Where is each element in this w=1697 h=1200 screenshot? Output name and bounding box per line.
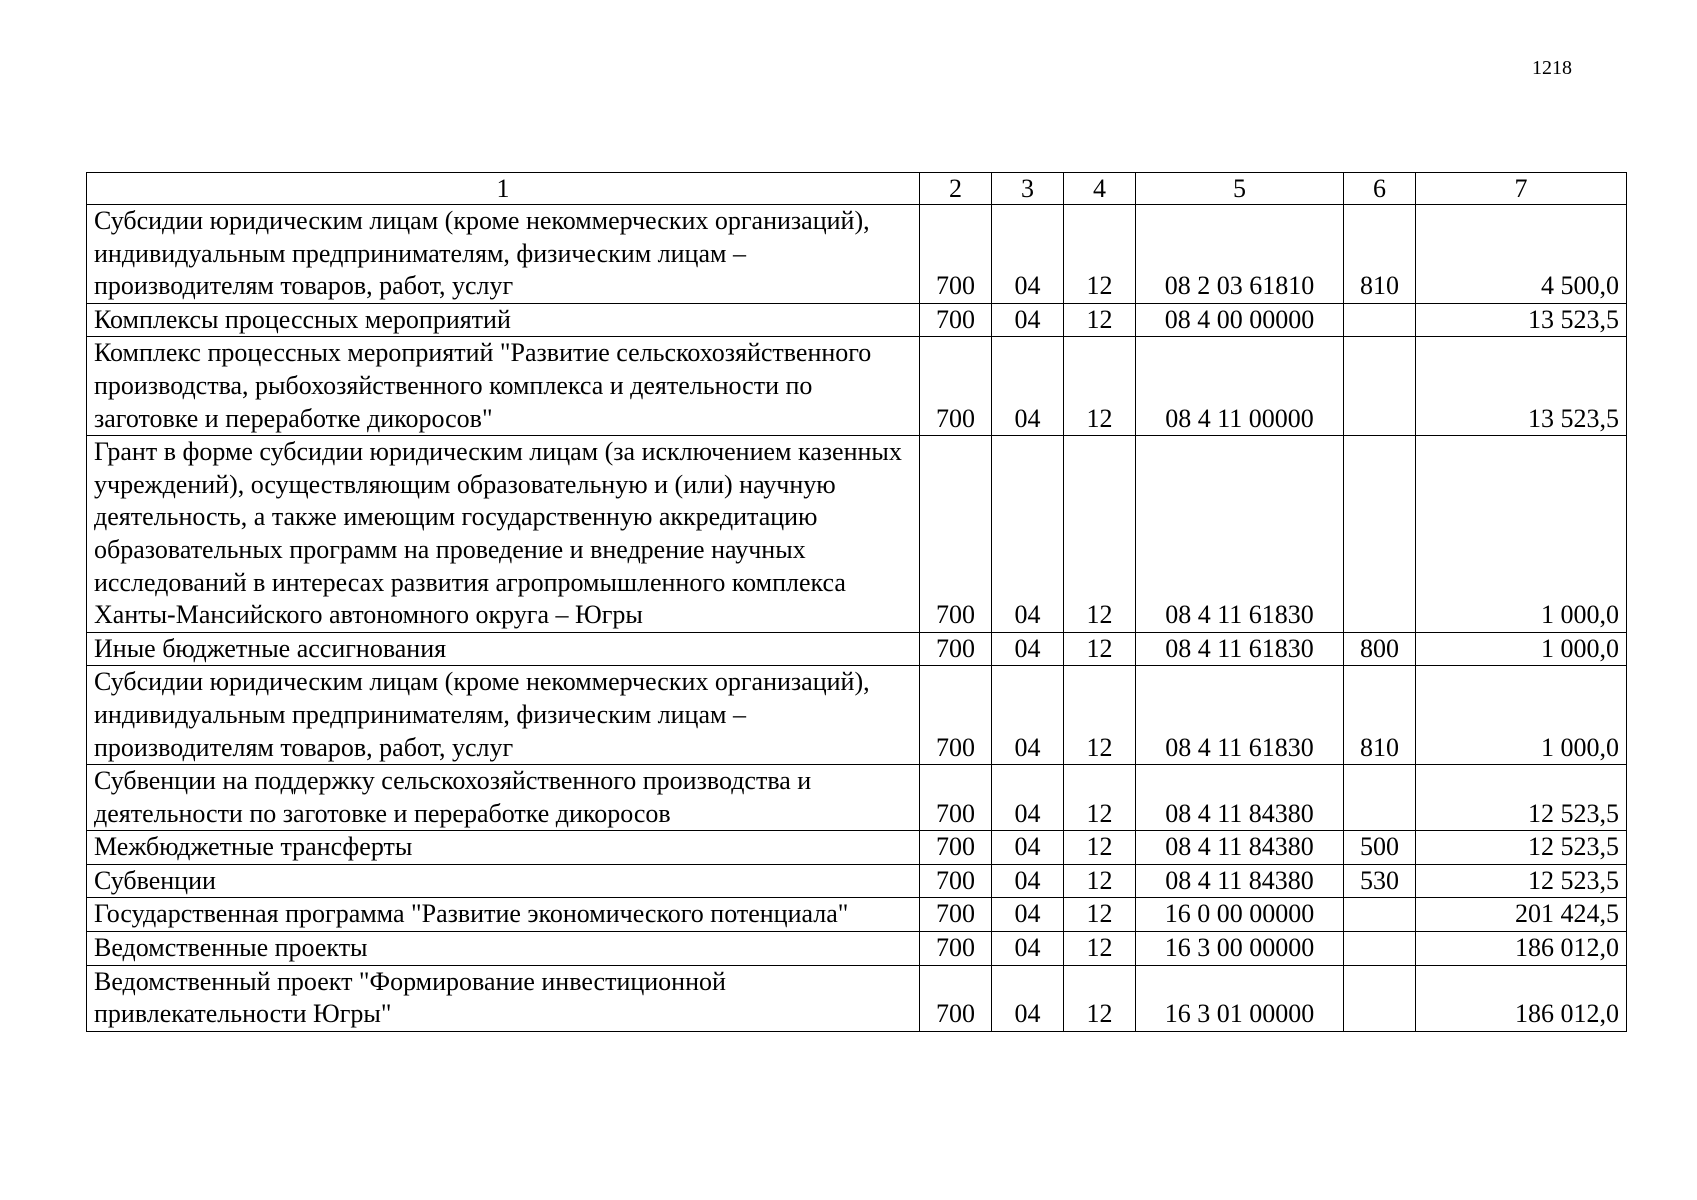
header-cell-5: 5 [1136,173,1344,205]
sum-cell: 12 523,5 [1416,864,1627,898]
expense-type-cell: 810 [1344,205,1416,304]
name-cell: Межбюджетные трансферты [87,831,920,865]
name-cell: Иные бюджетные ассигнования [87,632,920,666]
sum-cell: 186 012,0 [1416,965,1627,1031]
name-cell: Ведомственный проект "Формирование инвестиционной привлекательности Югры" [87,965,920,1031]
name-cell: Субвенции [87,864,920,898]
ministry-code-cell: 700 [920,632,992,666]
expense-type-cell: 530 [1344,864,1416,898]
ministry-code-cell: 700 [920,831,992,865]
ministry-code-cell: 700 [920,932,992,966]
expense-type-cell [1344,337,1416,436]
expense-type-cell [1344,932,1416,966]
name-cell: Грант в форме субсидии юридическим лицам (за исключением казенных учреждений), осуществляющим образовательную и (или) научную деятельность, а также имеющим государственную аккредитацию образовательных программ на проведение и внедрение научных исследований в интересах развития агропромышленного комплекса Ханты-Мансийского автономного округа – Югры [87,436,920,633]
subsection-cell: 12 [1064,436,1136,633]
name-cell: Субвенции на поддержку сельскохозяйственного производства и деятельности по заготовке и переработке дикоросов [87,765,920,831]
table-body [87,173,1627,1032]
section-cell: 04 [992,864,1064,898]
subsection-cell: 12 [1064,864,1136,898]
expense-type-cell [1344,303,1416,337]
subsection-cell: 12 [1064,337,1136,436]
ministry-code-cell: 700 [920,864,992,898]
subsection-cell: 12 [1064,965,1136,1031]
target-article-cell: 08 4 11 84380 [1136,765,1344,831]
target-article-cell: 08 4 11 61830 [1136,632,1344,666]
table-row [87,632,1627,666]
table-row [87,864,1627,898]
name-cell: Комплекс процессных мероприятий "Развитие сельскохозяйственного производства, рыбохозяйственного комплекса и деятельности по заготовке и переработке дикоросов" [87,337,920,436]
expense-type-cell: 810 [1344,666,1416,765]
header-cell-3: 3 [992,173,1064,205]
sum-cell: 4 500,0 [1416,205,1627,304]
target-article-cell: 08 4 11 61830 [1136,436,1344,633]
target-article-cell: 16 3 00 00000 [1136,932,1344,966]
section-cell: 04 [992,303,1064,337]
table-row [87,965,1627,1031]
section-cell: 04 [992,765,1064,831]
sum-cell: 13 523,5 [1416,303,1627,337]
target-article-cell: 08 2 03 61810 [1136,205,1344,304]
sum-cell: 1 000,0 [1416,666,1627,765]
name-cell: Субсидии юридическим лицам (кроме некоммерческих организаций), индивидуальным предпринимателям, физическим лицам – производителям товаров, работ, услуг [87,205,920,304]
section-cell: 04 [992,932,1064,966]
section-cell: 04 [992,965,1064,1031]
section-cell: 04 [992,205,1064,304]
ministry-code-cell: 700 [920,303,992,337]
name-cell: Субсидии юридическим лицам (кроме некоммерческих организаций), индивидуальным предпринимателям, физическим лицам – производителям товаров, работ, услуг [87,666,920,765]
header-cell-1: 1 [87,173,920,205]
table-row [87,303,1627,337]
target-article-cell: 08 4 11 61830 [1136,666,1344,765]
target-article-cell: 16 3 01 00000 [1136,965,1344,1031]
target-article-cell: 08 4 00 00000 [1136,303,1344,337]
expense-type-cell: 500 [1344,831,1416,865]
ministry-code-cell: 700 [920,205,992,304]
name-cell: Ведомственные проекты [87,932,920,966]
section-cell: 04 [992,666,1064,765]
target-article-cell: 16 0 00 00000 [1136,898,1344,932]
table-row [87,436,1627,633]
subsection-cell: 12 [1064,303,1136,337]
section-cell: 04 [992,337,1064,436]
header-cell-7: 7 [1416,173,1627,205]
table-row [87,765,1627,831]
subsection-cell: 12 [1064,666,1136,765]
subsection-cell: 12 [1064,932,1136,966]
ministry-code-cell: 700 [920,765,992,831]
section-cell: 04 [992,898,1064,932]
table-row [87,831,1627,865]
target-article-cell: 08 4 11 84380 [1136,864,1344,898]
expense-type-cell: 800 [1344,632,1416,666]
ministry-code-cell: 700 [920,436,992,633]
subsection-cell: 12 [1064,898,1136,932]
header-cell-2: 2 [920,173,992,205]
budget-table [86,172,1627,1032]
header-cell-4: 4 [1064,173,1136,205]
subsection-cell: 12 [1064,205,1136,304]
header-cell-6: 6 [1344,173,1416,205]
name-cell: Государственная программа "Развитие экономического потенциала" [87,898,920,932]
sum-cell: 12 523,5 [1416,765,1627,831]
section-cell: 04 [992,831,1064,865]
subsection-cell: 12 [1064,632,1136,666]
ministry-code-cell: 700 [920,337,992,436]
target-article-cell: 08 4 11 00000 [1136,337,1344,436]
sum-cell: 201 424,5 [1416,898,1627,932]
sum-cell: 186 012,0 [1416,932,1627,966]
ministry-code-cell: 700 [920,898,992,932]
expense-type-cell [1344,765,1416,831]
sum-cell: 13 523,5 [1416,337,1627,436]
subsection-cell: 12 [1064,765,1136,831]
expense-type-cell [1344,898,1416,932]
expense-type-cell [1344,436,1416,633]
target-article-cell: 08 4 11 84380 [1136,831,1344,865]
sum-cell: 12 523,5 [1416,831,1627,865]
ministry-code-cell: 700 [920,965,992,1031]
table-row [87,205,1627,304]
name-cell: Комплексы процессных мероприятий [87,303,920,337]
table-row [87,666,1627,765]
section-cell: 04 [992,436,1064,633]
table-row [87,337,1627,436]
header-row [87,173,1627,205]
expense-type-cell [1344,965,1416,1031]
table-row [87,932,1627,966]
subsection-cell: 12 [1064,831,1136,865]
page-number: 1218 [1532,57,1572,79]
sum-cell: 1 000,0 [1416,632,1627,666]
ministry-code-cell: 700 [920,666,992,765]
section-cell: 04 [992,632,1064,666]
sum-cell: 1 000,0 [1416,436,1627,633]
table-row [87,898,1627,932]
